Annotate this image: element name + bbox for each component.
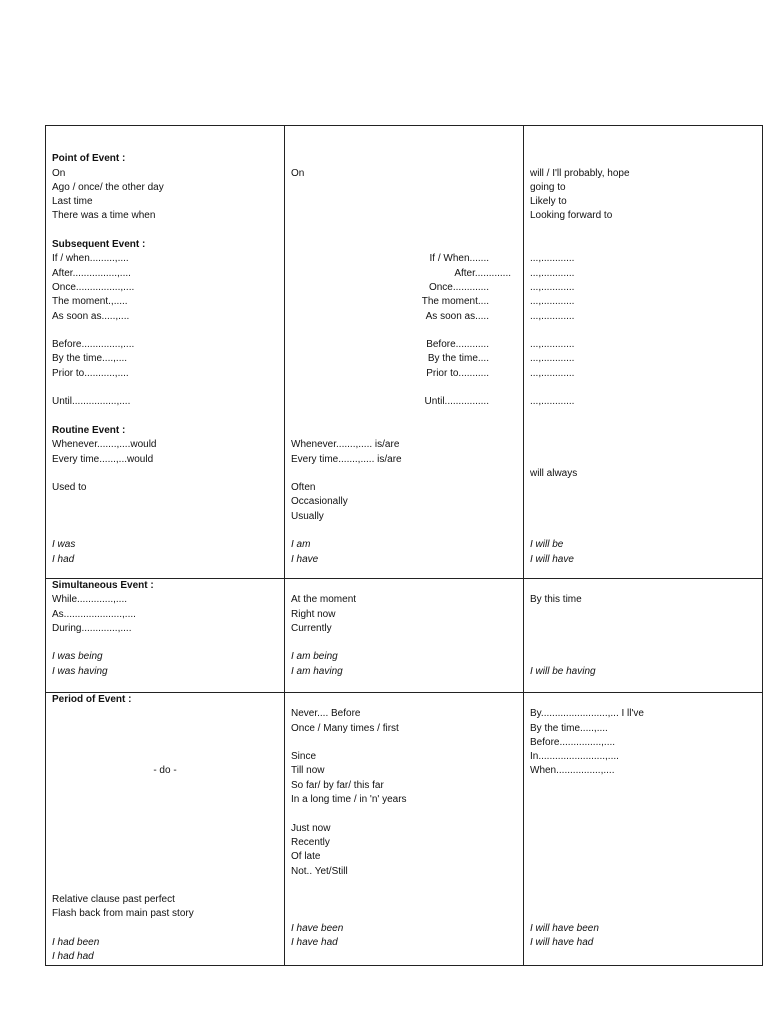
cell-r2-c2 (285, 579, 524, 693)
tense-form: I have (291, 553, 319, 565)
tense-form: I had (52, 553, 75, 565)
list-item: After............. (454, 267, 511, 279)
tense-form: I will have had (530, 937, 594, 949)
list-item: Until................,.... (52, 396, 131, 408)
list-item: Often (291, 482, 316, 494)
list-item: Before..............,.... (52, 339, 135, 351)
list-item: Likely to (530, 196, 567, 208)
list-item: Not.. Yet/Still (291, 865, 348, 877)
list-item: Just now (291, 822, 331, 834)
list-item: Once............. (428, 281, 489, 293)
list-item: The moment.,..... (52, 296, 128, 308)
list-item: Whenever.......,....would (52, 439, 157, 451)
period-of-event-heading: Period of Event : (52, 694, 132, 705)
list-item: Once................,.... (52, 281, 135, 293)
subsequent-event-heading: Subsequent Event : (52, 239, 146, 251)
ditto-mark: - do - (153, 765, 177, 777)
cell-r3-c1 (46, 693, 285, 966)
list-item: By the time.....,.... (530, 722, 608, 734)
list-item: going to (530, 181, 566, 193)
point-of-event-heading: Point of Event : (52, 153, 126, 165)
tense-form: I was having (52, 665, 108, 677)
list-item: As soon as..... (425, 310, 489, 322)
list-item: As soon as.....,.... (52, 310, 130, 322)
list-item: ...,............ (530, 310, 575, 322)
list-item: Occasionally (291, 496, 348, 508)
list-item: ...,............ (530, 253, 575, 265)
row-point-subsequent-routine (46, 126, 763, 579)
list-item: will always (530, 467, 578, 479)
list-item: By this time (530, 594, 582, 606)
list-item: Every time......,...would (52, 453, 154, 465)
list-item: Whenever.......,..... is/are (291, 439, 400, 451)
list-item: Currently (291, 622, 332, 634)
list-item: If / when.........,.... (52, 253, 129, 265)
list-item: When................,.... (530, 765, 615, 777)
list-item: In........................,.... (530, 751, 619, 763)
list-item: Flash back from main past story (52, 908, 194, 920)
list-item: ...,............ (530, 367, 575, 379)
tense-form: I was (52, 539, 76, 551)
list-item: By the time.... (427, 353, 489, 365)
list-item: Last time (52, 196, 93, 208)
list-item: So far/ by far/ this far (291, 779, 384, 791)
list-item: Prior to...........,.... (52, 367, 129, 379)
list-item: ...,............ (530, 281, 575, 293)
tense-form: I have been (291, 922, 344, 934)
tense-form: I am being (291, 651, 338, 663)
list-item: Before............ (426, 339, 489, 351)
list-item: During.............,.... (52, 622, 132, 634)
list-item: Usually (291, 510, 324, 522)
list-item: In a long time / in 'n' years (291, 794, 407, 806)
list-item: There was a time when (52, 210, 156, 222)
list-item: Right now (291, 608, 336, 620)
list-item: Prior to........... (426, 367, 489, 379)
list-item: On (52, 167, 66, 179)
list-item: While.............,.... (52, 594, 128, 606)
row-simultaneous (46, 579, 763, 693)
list-item: Never.... Before (291, 708, 361, 720)
tense-form: I have had (291, 937, 338, 949)
list-item: ...,............ (530, 267, 575, 279)
tense-form: I was being (52, 651, 103, 663)
list-item: ...,............ (530, 296, 575, 308)
cell-r3-c3 (524, 693, 763, 966)
cell-r1-c1 (46, 126, 285, 579)
list-item: Recently (291, 836, 330, 848)
list-item: ...,............ (530, 396, 575, 408)
cell-r2-c3 (524, 579, 763, 693)
cell-r1-c2 (285, 126, 524, 579)
list-item: Until................ (424, 396, 489, 408)
cell-r3-c2 (285, 693, 524, 966)
list-item: Ago / once/ the other day (52, 181, 164, 193)
tense-form: I will have been (530, 922, 599, 934)
list-item: By the time....,.... (52, 353, 128, 365)
list-item: On (291, 167, 305, 179)
tense-table (45, 125, 763, 966)
tense-form: I will be (530, 539, 564, 551)
tense-form: I am having (291, 665, 343, 677)
list-item: After................,.... (52, 267, 131, 279)
list-item: As.....................,.... (52, 608, 136, 620)
list-item: By........................,... I ll've (530, 708, 644, 720)
list-item: The moment.... (421, 296, 489, 308)
list-item: Relative clause past perfect (52, 894, 175, 906)
tense-form: I am (291, 539, 311, 551)
routine-event-heading: Routine Event : (52, 424, 126, 436)
tense-form: I will be having (530, 665, 596, 677)
list-item: If / When....... (429, 253, 489, 265)
list-item: Looking forward to (530, 210, 613, 222)
tense-form: I had been (52, 937, 100, 949)
row-period (46, 693, 763, 966)
list-item: Before...............,.... (530, 736, 616, 748)
cell-r2-c1 (46, 579, 285, 693)
list-item: will / I'll probably, hope (530, 167, 630, 179)
list-item: Since (291, 751, 317, 763)
list-item: ...,............ (530, 353, 575, 365)
tense-form: I had had (52, 951, 94, 963)
cell-r1-c3 (524, 126, 763, 579)
list-item: At the moment (291, 594, 357, 606)
list-item: Once / Many times / first (291, 722, 399, 734)
list-item: Every time.......,..... is/are (291, 453, 402, 465)
list-item: Used to (52, 482, 87, 494)
tense-form: I will have (530, 553, 574, 565)
list-item: ...,............ (530, 339, 575, 351)
simultaneous-event-heading: Simultaneous Event : (52, 580, 154, 591)
list-item: Till now (291, 765, 325, 777)
list-item: Of late (291, 851, 321, 863)
